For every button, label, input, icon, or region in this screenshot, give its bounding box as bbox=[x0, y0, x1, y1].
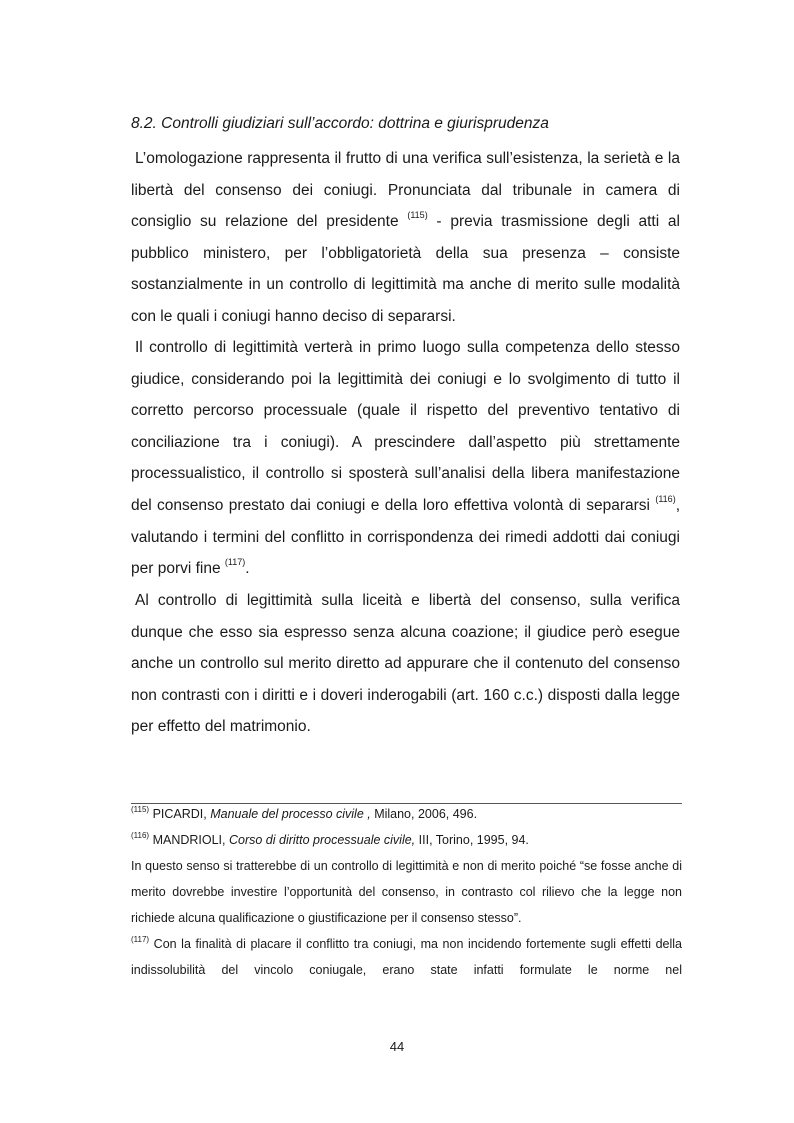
paragraph-3-text: Al controllo di legittimità sulla liceità e libertà del consenso, sulla verifica dunque che esso sia espresso senza alcuna coazione; il giudice però esegue anche un controllo sul merito diretto ad appurare che il contenuto del consenso non contrasti con i diritti e i doveri inderogabili (art. 160 c.c.) disposti dalla legge per effetto del matrimonio. bbox=[131, 592, 680, 736]
section-heading: 8.2. Controlli giudiziari sull’accordo: dottrina e giurisprudenza bbox=[131, 115, 549, 132]
footnote-116-text: In questo senso si tratterebbe di un controllo di legittimità e non di merito poiché “se fosse anche di merito dovrebbe investire l’opportunità del consenso, in contrasto col rilievo che la legge non richiede alcuna qualificazione o giustificazione per il consenso stesso”. bbox=[131, 859, 682, 925]
footnote-117 bbox=[131, 931, 682, 983]
footnote-ref-116[interactable]: (116) bbox=[655, 493, 676, 504]
footnote-115 bbox=[131, 801, 682, 827]
footnote-ref-117[interactable]: (117) bbox=[224, 557, 246, 568]
footnote-115-author: PICARDI, bbox=[149, 807, 211, 821]
paragraph-2-text-b: , valutando i termini del conflitto in corrispondenza dei rimedi addotti dai coniugi per porvi fine bbox=[131, 496, 680, 578]
footnote-116 bbox=[131, 827, 682, 853]
footnote-115-marker: (115) bbox=[131, 805, 150, 814]
footnote-115-rest: Milano, 2006, 496. bbox=[370, 807, 478, 821]
footnote-116-title: Corso di diritto processuale civile, bbox=[228, 833, 416, 847]
paragraph-1-text-b: - previa trasmissione degli atti al pubblico ministero, per l’obbligatorietà della sua presenza – consiste sostanzialmente in un controllo di legittimità ma anche di merito sulle modalità con le quali i coniugi hanno deciso di separarsi. bbox=[131, 213, 680, 325]
footnote-116-marker: (116) bbox=[131, 831, 150, 840]
paragraph-2-text-c: . bbox=[245, 560, 250, 578]
paragraph-2-text-a: Il controllo di legittimità verterà in primo luogo sulla competenza dello stesso giudice, considerando poi la legittimità dei coniugi e lo svolgimento di tutto il corretto percorso processuale (quale il rispetto del preventivo tentativo di conciliazione tra i coniugi). A prescindere dall’aspetto più strettamente processualistico, il controllo si sposterà sull’analisi della libera manifestazione del consenso prestato dai coniugi e della loro effettiva volontà di separarsi bbox=[131, 339, 680, 514]
paragraph-2 bbox=[131, 332, 680, 585]
footnote-115-title: Manuale del processo civile , bbox=[210, 807, 371, 821]
footnote-116-rest: III, Torino, 1995, 94. bbox=[415, 833, 529, 847]
paragraph-1-text-a: L’omologazione rappresenta il frutto di una verifica sull’esistenza, la serietà e la libertà del consenso dei coniugi. Pronunciata dal tribunale in camera di consiglio su relazione del presidente bbox=[131, 150, 680, 231]
paragraph-3 bbox=[131, 585, 680, 743]
footnote-116-author: MANDRIOLI, bbox=[149, 833, 229, 847]
footnote-117-text: Con la finalità di placare il conflitto tra coniugi, ma non incidendo fortemente sugli effetti della indissolubilità del vincolo coniugale, erano state infatti formulate le norme nel bbox=[131, 937, 682, 977]
footnote-117-marker: (117) bbox=[131, 935, 150, 944]
footnote-ref-115[interactable]: (115) bbox=[407, 210, 428, 221]
paragraph-1 bbox=[131, 143, 680, 333]
page-number: 44 bbox=[389, 1039, 405, 1054]
footnotes bbox=[131, 801, 682, 983]
